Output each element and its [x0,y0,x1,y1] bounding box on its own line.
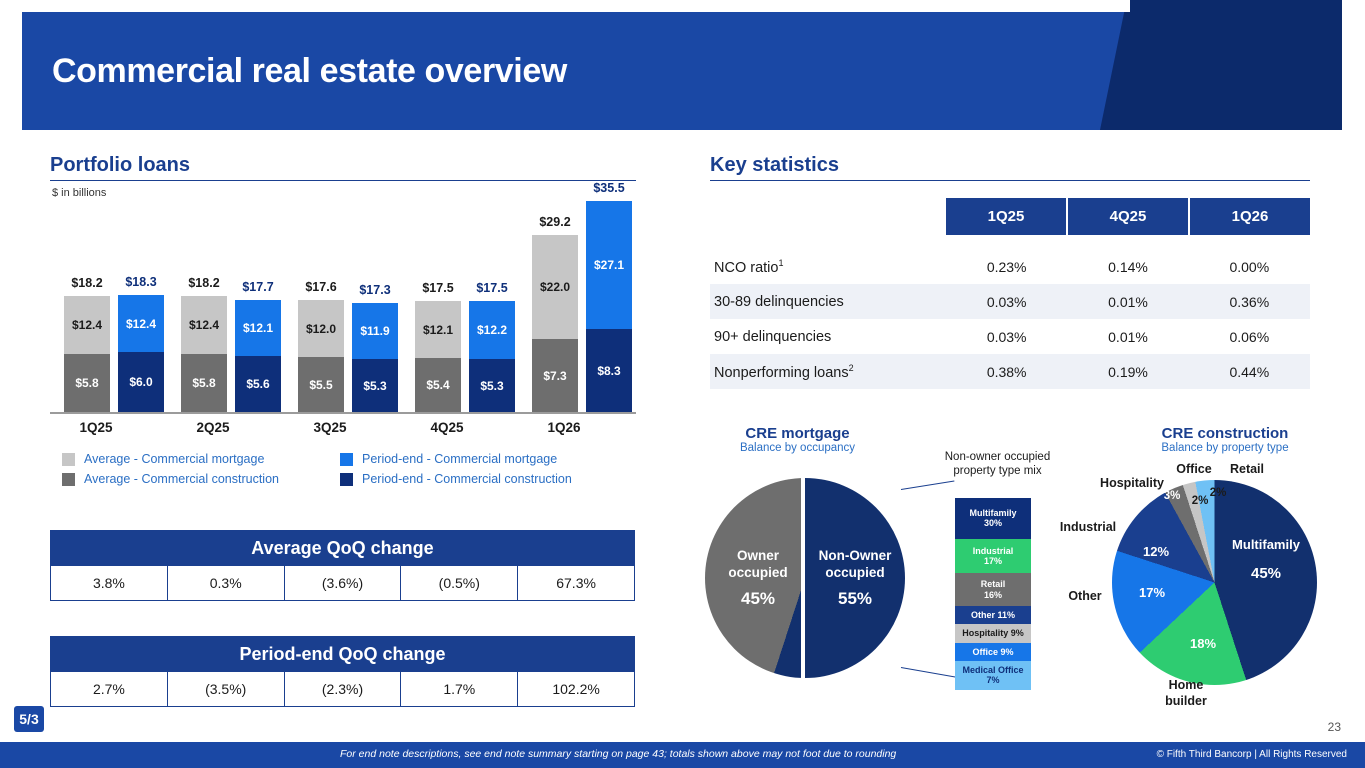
construction-value-industrial: 12% [1142,544,1170,559]
legend-swatch-icon-avg-construction [62,473,75,486]
total-2q25-average: $18.2 [188,276,220,290]
table-row [710,284,1310,319]
key-statistics-header-spacer [710,198,946,235]
key-statistics-label-90plus: 90+ delinquencies [714,328,832,345]
callout-row-industrial-name: Industrial [972,545,1014,556]
construction-value-retail: 2% [1209,487,1227,499]
callout-row-multifamily [955,498,1031,539]
brand-logo-icon: 5/3 [14,706,44,732]
seg-1q26-avg-mortgage: $22.0 [532,235,578,339]
seg-1q26-pe-mortgage: $27.1 [586,201,632,329]
legend-swatch-icon-pe-construction [340,473,353,486]
average-qoq-row [51,566,634,600]
total-3q25-average: $17.6 [305,280,337,294]
cre-construction-pie-title: CRE construction [1161,425,1289,442]
header-accent-top [1130,0,1342,14]
cre-mortgage-owner-l1: Owner [736,548,779,563]
period-end-qoq-row [51,672,634,706]
average-qoq-cell-5: 67.3% [556,575,596,591]
construction-label-multifamily [1218,537,1314,584]
key-statistics-col-1q26: 1Q26 [1190,198,1310,235]
period-end-qoq-table [50,636,635,707]
key-statistics-label-3089: 30-89 delinquencies [714,293,844,310]
total-3q25-periodend: $17.3 [359,283,391,297]
key-statistics-rule [710,180,1310,181]
construction-label-hospitality: Hospitality [1100,476,1164,490]
period-end-qoq-title: Period-end QoQ change [51,637,634,672]
footer-note: For end note descriptions, see end note summary starting on page 43; totals shown above may not foot due to rounding [340,748,897,760]
average-qoq-cell-2: 0.3% [168,566,285,600]
construction-value-homebuilder: 18% [1189,636,1217,651]
total-1q26-periodend: $35.5 [593,181,625,195]
average-qoq-table [50,530,635,601]
key-statistics-90plus-1q25: 0.03% [986,328,1027,345]
construction-value-multifamily: 45% [1250,565,1282,583]
footer-rights: © Fifth Third Bancorp | All Rights Reserved [1156,749,1347,760]
total-1q25-average: $18.2 [71,276,103,290]
key-statistics-nco-4q25: 0.14% [1108,258,1148,275]
key-statistics-header-row [710,198,1310,235]
key-statistics-label-nco [710,258,946,276]
seg-2q25-avg-mortgage: $12.4 [181,296,227,354]
construction-value-other: 17% [1138,585,1166,600]
cre-mortgage-pie-title: CRE mortgage [745,425,850,442]
average-qoq-cell-4: (0.5%) [401,566,518,600]
table-row [710,354,1310,389]
slide-header [0,0,1365,140]
seg-3q25-avg-construction: $5.5 [298,357,344,412]
seg-1q25-avg-construction: $5.8 [64,354,110,412]
cre-mortgage-pie-subtitle: Balance by occupancy [739,442,856,454]
slide-footer [0,742,1365,768]
seg-4q25-avg-mortgage: $12.1 [415,301,461,358]
callout-row-hospitality: Hospitality 9% [955,624,1031,642]
key-statistics-spacer [710,235,1310,249]
seg-3q25-pe-mortgage: $11.9 [352,303,398,359]
average-qoq-cell-3: (3.6%) [285,566,402,600]
header-accent-shape [1100,12,1342,130]
header-left-pad [0,0,22,140]
seg-3q25-avg-mortgage: $12.0 [298,300,344,357]
callout-row-other: Other 11% [955,606,1031,624]
construction-value-hospitality: 3% [1163,490,1181,502]
callout-row-retail-value: 16% [983,589,1002,600]
legend-item-avg-construction [62,472,340,486]
seg-1q26-avg-construction: $7.3 [532,339,578,412]
key-statistics-nco-1q25: 0.23% [986,258,1027,275]
seg-4q25-avg-construction: $5.4 [415,358,461,412]
callout-note-l2: property type mix [953,465,1042,478]
callout-row-medical-office: Medical Office 7% [955,661,1031,690]
cre-mortgage-owner-value: 45% [740,588,776,608]
seg-2q25-pe-mortgage: $12.1 [235,300,281,356]
cre-mortgage-nonowner-l1: Non-Owner [818,548,892,563]
cre-mortgage-nonowner-label [806,548,904,609]
key-statistics-col-1q25: 1Q25 [946,198,1068,235]
period-end-qoq-cell-3: (2.3%) [285,672,402,706]
callout-row-industrial [955,539,1031,574]
period-end-qoq-cell-2: (3.5%) [168,672,285,706]
callout-row-industrial-value: 17% [983,556,1002,567]
construction-label-other: Other [1068,589,1102,603]
legend-label-avg-construction: Average - Commercial construction [84,472,279,486]
key-statistics-npl-4q25: 0.19% [1108,363,1148,380]
seg-4q25-pe-mortgage: $12.2 [469,301,515,359]
legend-swatch-icon-pe-mortgage [340,453,353,466]
key-statistics-label-npl [710,363,946,381]
seg-1q25-avg-mortgage: $12.4 [64,296,110,354]
chart-x-axis [50,420,636,442]
total-2q25-periodend: $17.7 [242,280,274,294]
construction-label-homebuilder-l2: builder [1165,693,1207,708]
legend-label-pe-construction: Period-end - Commercial construction [362,472,572,486]
table-row [710,249,1310,284]
key-statistics-90plus-1q26: 0.06% [1229,328,1270,345]
seg-2q25-avg-construction: $5.8 [181,354,227,412]
key-statistics-title: Key statistics [710,154,839,176]
key-statistics-npl-footnote: 2 [848,362,854,373]
callout-row-office: Office 9% [955,643,1031,661]
average-qoq-cell-1: 3.8% [51,566,168,600]
seg-4q25-pe-construction: $5.3 [469,359,515,412]
construction-value-office: 2% [1191,495,1209,507]
key-statistics-npl-1q26: 0.44% [1229,363,1270,380]
callout-row-retail-name: Retail [980,579,1006,590]
key-statistics-3089-1q26: 0.36% [1229,293,1270,310]
portfolio-loans-title: Portfolio loans [50,154,190,176]
legend-swatch-icon-avg-mortgage [62,453,75,466]
legend-label-pe-mortgage: Period-end - Commercial mortgage [362,452,558,466]
cre-mortgage-owner-l2: occupied [728,564,788,580]
callout-leader-top [901,481,954,490]
page-number: 23 [1327,720,1341,734]
table-row [710,319,1310,354]
legend-label-avg-mortgage: Average - Commercial mortgage [84,452,265,466]
total-1q26-average: $29.2 [539,215,571,229]
key-statistics-3089-4q25: 0.01% [1108,293,1148,310]
key-statistics-label-nco-text: NCO ratio [714,259,779,276]
xlabel-2q25: 2Q25 [196,420,230,435]
construction-label-homebuilder-l1: Home [1168,678,1204,692]
period-end-qoq-cell-4: 1.7% [401,672,518,706]
key-statistics-nco-1q26: 0.00% [1229,258,1270,275]
period-end-qoq-cell-1: 2.7% [51,672,168,706]
seg-1q25-pe-mortgage: $12.4 [118,295,164,352]
key-statistics-nco-footnote: 1 [778,257,784,268]
callout-row-retail [955,573,1031,606]
page-title: Commercial real estate overview [52,52,567,90]
total-4q25-average: $17.5 [422,281,454,295]
legend-item-pe-construction [340,472,572,486]
key-statistics-npl-1q25: 0.38% [986,363,1027,380]
period-end-qoq-cell-5: 102.2% [552,681,600,697]
total-4q25-periodend: $17.5 [476,281,508,295]
chart-legend [62,452,642,492]
cre-mortgage-nonowner-value: 55% [837,588,873,608]
xlabel-1q25: 1Q25 [79,420,113,435]
seg-2q25-pe-construction: $5.6 [235,356,281,412]
cre-mortgage-nonowner-l2: occupied [825,564,885,580]
seg-1q26-pe-construction: $8.3 [586,329,632,412]
average-qoq-title: Average QoQ change [51,531,634,566]
chart-baseline [50,412,636,414]
construction-label-office: Office [1176,462,1212,476]
cre-construction-pie-subtitle: Balance by property type [1161,442,1289,454]
xlabel-1q26: 1Q26 [547,420,581,435]
callout-row-multifamily-name: Multifamily [969,508,1017,518]
legend-item-pe-mortgage [340,452,557,466]
key-statistics-90plus-4q25: 0.01% [1108,328,1148,345]
callout-row-multifamily-value: 30% [983,518,1002,529]
callout-note-l1: Non-owner occupied [944,451,1051,463]
callout-leader-bottom [901,667,955,678]
construction-label-homebuilder [1148,678,1224,709]
construction-label-retail: Retail [1229,462,1265,476]
seg-3q25-pe-construction: $5.3 [352,359,398,412]
callout-note [930,450,1065,479]
portfolio-loans-rule [50,180,636,181]
construction-label-industrial: Industrial [1059,520,1117,534]
xlabel-3q25: 3Q25 [313,420,347,435]
legend-item-avg-mortgage [62,452,340,466]
key-statistics-table [710,198,1310,389]
key-statistics-label-npl-text: Nonperforming loans [714,364,849,381]
key-statistics-3089-1q25: 0.03% [986,293,1027,310]
units-note: $ in billions [52,187,107,199]
key-statistics-col-4q25: 4Q25 [1068,198,1190,235]
header-right-pad [1342,0,1365,140]
nonowner-property-mix-callout [955,498,1031,690]
total-1q25-periodend: $18.3 [125,275,157,289]
cre-mortgage-owner-label [712,548,804,609]
construction-label-multifamily-text: Multifamily [1232,537,1300,552]
xlabel-4q25: 4Q25 [430,420,464,435]
seg-1q25-pe-construction: $6.0 [118,352,164,412]
